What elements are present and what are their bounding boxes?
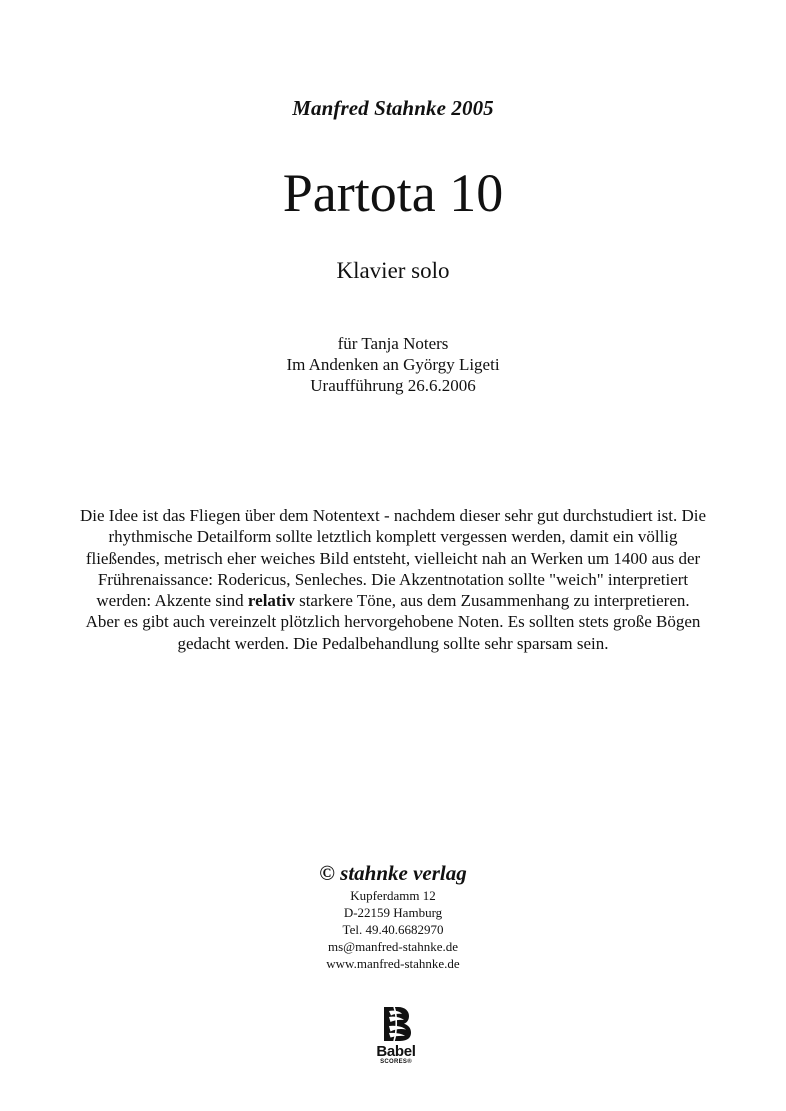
page-title: Partota 10: [282, 163, 504, 223]
instrumentation: Klavier solo: [336, 258, 450, 283]
dedication-block: [0, 333, 786, 396]
notes-emphasis: relativ: [247, 591, 295, 611]
address-city: D-22159 Hamburg: [343, 905, 443, 920]
notes-text-part1: Die Idee ist das Fliegen über dem Notentext - nachdem dieser sehr gut durchstudiert ist. Die rhythmische Detailform sollte letztlich komplett vergessen werden, damit ein völlig fließendes, metrisch eher weiches Bild entsteht, vielleicht nah an Werken um 1400 aus der Frührenaissance: Rodericus, Senleches. Die Akzentnotation sollte "weich" interpretiert werden: Akzente sind: [80, 506, 706, 611]
logo-subtext: SCORES®: [380, 1059, 412, 1065]
performance-notes: [78, 505, 708, 654]
premiere-line: Uraufführung 26.6.2006: [310, 376, 476, 395]
address-website[interactable]: www.manfred-stahnke.de: [326, 956, 460, 971]
logo-wordmark: Babel: [376, 1043, 416, 1060]
memorial-line: Im Andenken an György Ligeti: [286, 355, 500, 374]
dedication-line: für Tanja Noters: [337, 334, 449, 353]
address-street: Kupferdamm 12: [350, 888, 436, 903]
notes-text-part2: starkere Töne, aus dem Zusammenhang zu interpretieren. Aber es gibt auch vereinzelt plötzlich hervorgehobene Noten. Es sollten stets große Bögen gedacht werden. Die Pedalbehandlung sollte sehr sparsam sein.: [85, 591, 701, 653]
publisher-name: © stahnke verlag: [319, 861, 467, 885]
babel-b-logo-icon: [380, 1005, 412, 1043]
publisher-address: [0, 887, 786, 972]
address-email[interactable]: ms@manfred-stahnke.de: [327, 939, 458, 954]
composer-name: Manfred Stahnke 2005: [292, 96, 494, 120]
address-phone: Tel. 49.40.6682970: [342, 922, 444, 937]
babel-scores-logo: [368, 1005, 424, 1075]
